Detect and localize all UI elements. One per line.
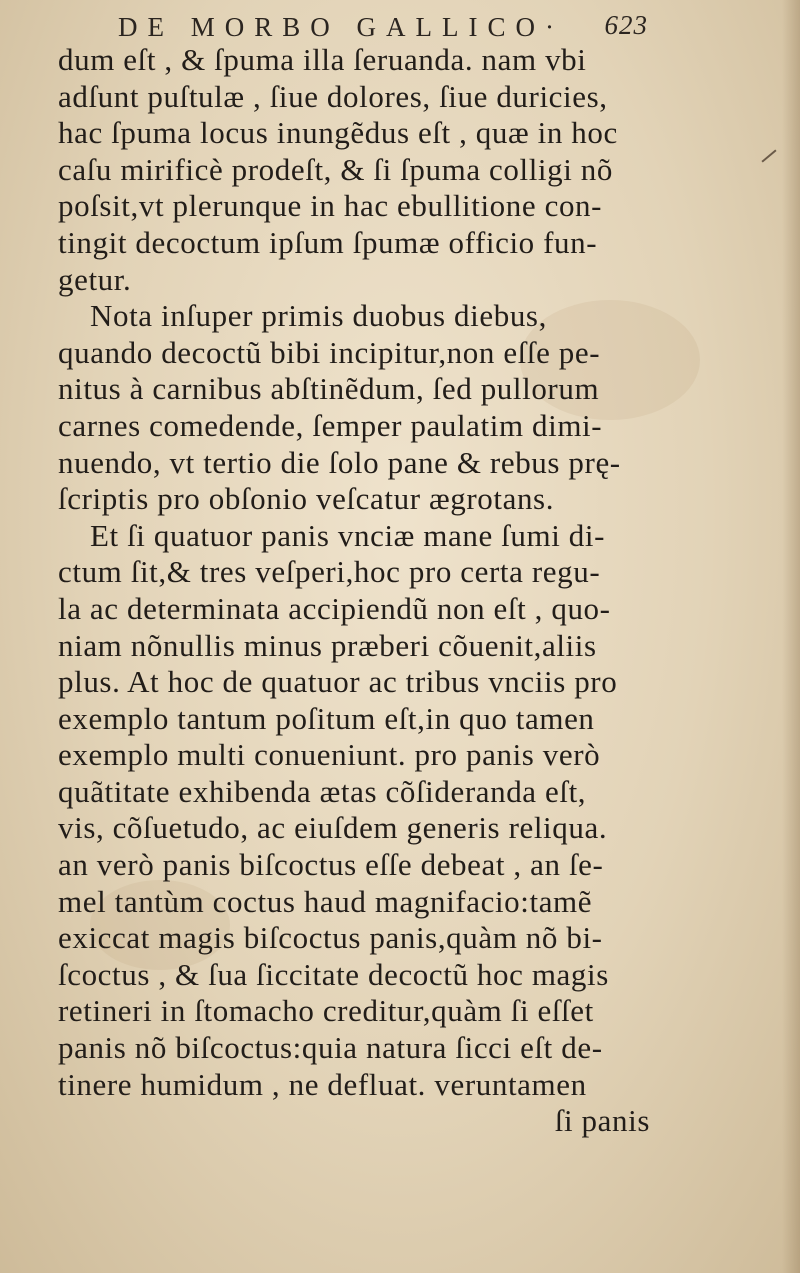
- text-line: nitus à carnibus abſtinẽdum, ſed pullorum: [58, 371, 600, 407]
- text-line: exemplo multi conueniunt. pro panis verò: [58, 737, 601, 773]
- paragraph-start-line: Nota inſuper primis duobus diebus,: [90, 298, 547, 334]
- text-line: caſu mirificè prodeſt, & ſi ſpuma colligi nõ: [58, 151, 613, 187]
- text-line: tinere humidum , ne defluat. veruntamen: [58, 1066, 587, 1102]
- text-line: retineri in ſtomacho creditur,quàm ſi eſſet: [58, 993, 594, 1029]
- text-line: mel tantùm coctus haud magnifacio:tamẽ: [58, 883, 593, 919]
- text-line: an verò panis biſcoctus eſſe debeat , an ſe-: [58, 847, 604, 883]
- paragraph-start-line: Et ſi quatuor panis vnciæ mane ſumi di-: [90, 517, 606, 553]
- text-line: panis nõ biſcoctus:quia natura ſicci eſt de-: [58, 1030, 603, 1066]
- running-head: DE MORBO GALLICO·: [118, 12, 564, 42]
- text-line: quando decoctũ bibi incipitur,non eſſe pe-: [58, 334, 601, 370]
- text-line: nuendo, vt tertio die ſolo pane & rebus prę-: [58, 444, 621, 480]
- text-line: carnes comedende, ſemper paulatim dimi-: [58, 407, 603, 443]
- text-line: exemplo tantum poſitum eſt,in quo tamen: [58, 700, 595, 736]
- text-line: ſcriptis pro obſonio veſcatur ægrotans.: [58, 481, 555, 517]
- text-line: ſcoctus , & ſua ſiccitate decoctũ hoc magis: [58, 956, 609, 992]
- text-line: tingit decoctum ipſum ſpumæ officio fun-: [58, 224, 598, 260]
- page-number: 623: [604, 10, 648, 40]
- text-line: la ac determinata accipiendũ non eſt , quo-: [58, 590, 611, 626]
- text-line: poſsit,vt plerunque in hac ebullitione con-: [58, 188, 603, 224]
- page-header: [118, 6, 648, 46]
- text-line: dum eſt , & ſpuma illa ſeruanda. nam vbi: [58, 42, 587, 77]
- text-line: niam nõnullis minus præberi cõuenit,aliis: [58, 627, 597, 663]
- text-line: exiccat magis biſcoctus panis,quàm nõ bi-: [58, 920, 603, 956]
- text-line: adſunt puſtulæ , ſiue dolores, ſiue duricies,: [58, 78, 608, 114]
- catchword: ſi panis: [554, 1103, 650, 1139]
- text-line: quãtitate exhibenda ætas cõſideranda eſt,: [58, 773, 587, 809]
- text-block: [58, 42, 658, 1140]
- text-line: plus. At hoc de quatuor ac tribus vnciis pro: [58, 664, 618, 700]
- page-edge-shadow: [782, 0, 800, 1273]
- text-line: ctum ſit,& tres veſperi,hoc pro certa regu-: [58, 554, 601, 590]
- text-line: vis, cõſuetudo, ac eiuſdem generis reliqua.: [58, 810, 608, 846]
- text-line: getur.: [58, 261, 132, 297]
- margin-mark: [761, 149, 776, 162]
- text-line: hac ſpuma locus inungẽdus eſt , quæ in hoc: [58, 115, 618, 151]
